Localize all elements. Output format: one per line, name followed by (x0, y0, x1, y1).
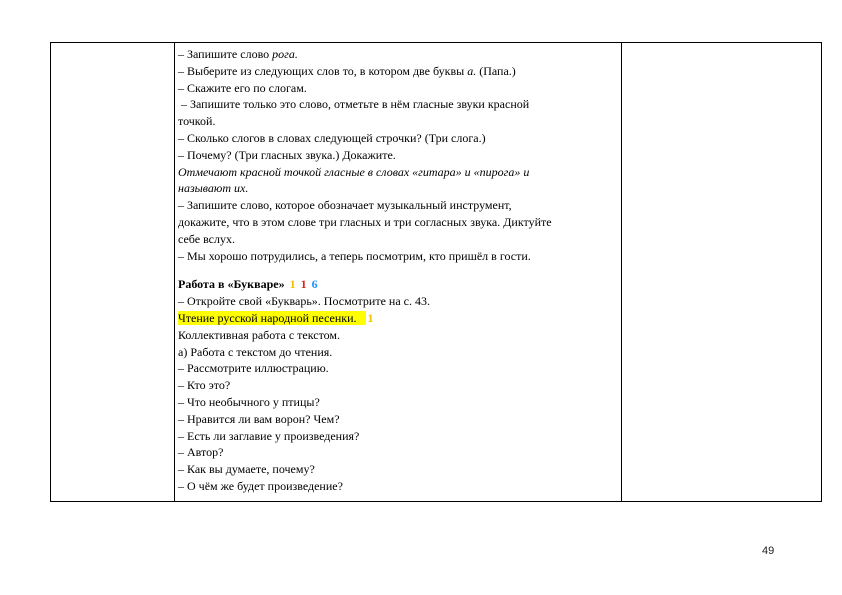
text-line: – Есть ли заглавие у произведения? (178, 428, 360, 443)
text-line: – Рассмотрите иллюстрацию. (178, 361, 329, 376)
italic-word: рога. (272, 47, 298, 61)
lesson-content-cell (175, 43, 621, 501)
text-line (178, 63, 621, 80)
section-heading-line (178, 276, 621, 293)
text-line: а) Работа с текстом до чтения. (178, 344, 333, 359)
text-line: – Сколько слогов в словах следующей строчки? (Три слога.) (178, 130, 486, 145)
text-line: – Скажите его по слогам. (178, 80, 307, 95)
text-line: – Мы хорошо потрудились, а теперь посмотрим, кто пришёл в гости. (178, 248, 531, 263)
text-line: – О чём же будет произведение? (178, 478, 343, 493)
text-line: – Откройте свой «Букварь». Посмотрите на с. 43. (178, 294, 430, 309)
text-span: – Выберите из следующих слов то, в котором две буквы (178, 63, 468, 78)
text-line: докажите, что в этом слове три гласных и три согласных звука. Диктуйте (178, 214, 552, 229)
text-line: – Что необычного у птицы? (178, 394, 320, 409)
text-line: – Запишите только это слово, отметьте в нём гласные звуки красной (178, 97, 530, 112)
text-line: – Запишите слово, которое обозначает музыкальный инструмент, (178, 198, 512, 213)
italic-letter: а. (467, 63, 477, 78)
marker-blue: 6 (311, 277, 318, 292)
text-line: себе вслух. (178, 231, 235, 246)
italic-note-line: Отмечают красной точкой гласные в словах «гитара» и «пирога» и (178, 164, 530, 179)
text-span: (Папа.) (476, 63, 516, 78)
text-line: Коллективная работа с текстом. (178, 327, 341, 342)
highlighted-line (178, 310, 621, 327)
marker-red: 1 (300, 277, 307, 292)
text-line: – Почему? (Три гласных звука.) Докажите. (178, 147, 396, 162)
text-span: – Запишите слово (178, 47, 273, 61)
text-line: точкой. (178, 114, 216, 129)
spacer (178, 264, 621, 276)
marker-yellow: 1 (289, 277, 296, 292)
text-line: – Нравится ли вам ворон? Чем? (178, 411, 340, 426)
section-heading: Работа в «Букваре» (178, 277, 285, 292)
text-line (178, 46, 621, 63)
italic-note-line: называют их. (178, 181, 249, 196)
text-line: – Кто это? (178, 378, 231, 393)
text-line: – Как вы думаете, почему? (178, 462, 315, 477)
page-number: 49 (762, 545, 775, 557)
marker-yellow: 1 (367, 310, 374, 325)
left-column-cell (51, 43, 175, 501)
text-line: – Автор? (178, 445, 224, 460)
right-column-cell (621, 43, 821, 501)
lesson-table (50, 42, 822, 502)
highlighted-text: Чтение русской народной песенки. (178, 310, 357, 325)
